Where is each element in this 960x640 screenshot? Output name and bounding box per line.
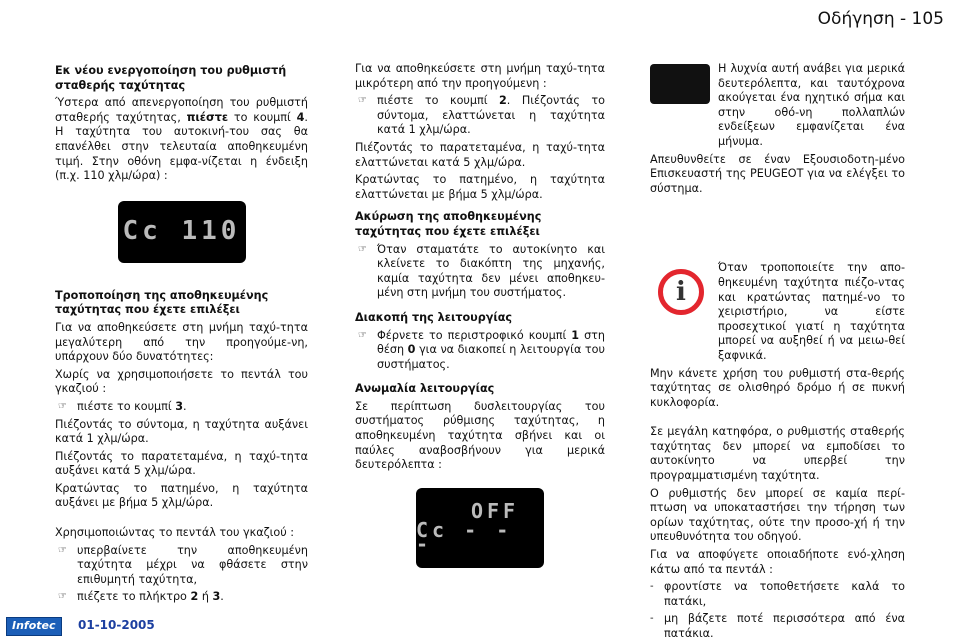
heading-reactivation: Εκ νέου ενεργοποίηση του ρυθμιστή σταθερής ταχύτητας <box>55 64 287 92</box>
paragraph: Μην κάνετε χρήση του ρυθμιστή στα-θερής ταχύτητας σε ολισθηρό δρόμο ή σε πυκνή κυκλοφορία. <box>650 366 905 409</box>
display-off-cc: OFF Cc - - - <box>416 488 544 568</box>
infotec-logo: Infotec <box>6 617 62 636</box>
paragraph: Η λυχνία αυτή ανάβει για μερικά δευτερόλεπτα, και ταυτόχρονα ακούγεται ένα ηχητικό σήμα και στην οθό-νη πολλαπλών ενδείξεων εμφανίζεται ένα μήνυμα. <box>718 62 905 148</box>
paragraph: Πιέζοντάς το παρατεταμένα, η ταχύ-τητα ελαττώνεται κατά 5 χλμ/ώρα. <box>355 140 605 169</box>
heading-cancel-speed: Ακύρωση της αποθηκευμένης ταχύτητας που έχετε επιλέξει <box>355 210 542 238</box>
bullet-item: ☞ πιέστε το κουμπί 3. <box>58 399 187 413</box>
paragraph: Για να αποφύγετε οποιαδήποτε ενό-χληση κάτω από τα πεντάλ : <box>650 548 905 576</box>
info-icon: i <box>658 269 704 315</box>
bullet-item: ☞ πιέζετε το πλήκτρο 2 ή 3. <box>58 590 224 604</box>
heading-modify-speed: Τροποποίηση της αποθηκευμένης ταχύτητας που έχετε επιλέξει <box>55 288 269 317</box>
footer-date: 01-10-2005 <box>78 618 155 632</box>
display-cc-110: Cc 110 <box>118 201 246 263</box>
paragraph: Σε μεγάλη κατηφόρα, ο ρυθμιστής σταθερής ταχύτητας δεν μπορεί να εμποδίσει το αυτοκίνητο να υπερβεί την προγραμματισμένη ταχύτητα. <box>650 425 905 483</box>
pointing-hand-icon: ☞ <box>358 329 367 341</box>
paragraph: Πιέζοντάς το σύντομα, η ταχύτητα αυξάνει κατά 1 χλμ/ώρα. <box>55 417 308 446</box>
bullet-item: ☞ υπερβαίνετε την αποθηκευμένη ταχύτητα μέχρι να φθάσετε στην επιθυμητή ταχύτητα, <box>58 543 308 586</box>
warning-lamp-box <box>650 62 905 153</box>
warning-lamp-icon <box>650 64 710 104</box>
dash-item: - φροντίστε να τοποθετήσετε καλά το πατάκι, <box>650 580 905 608</box>
pointing-hand-icon: ☞ <box>358 243 367 255</box>
paragraph: Χρησιμοποιώντας το πεντάλ του γκαζιού : <box>55 526 295 540</box>
pointing-hand-icon: ☞ <box>58 544 67 556</box>
pointing-hand-icon: ☞ <box>58 400 67 412</box>
bullet-item: ☞ πιέστε το κουμπί 2. Πιέζοντάς το σύντομα, ελαττώνεται η ταχύτητα κατά 1 χλμ/ώρα. <box>358 94 605 137</box>
paragraph: Κρατώντας το πατημένο, η ταχύτητα αυξάνει με βήμα 5 χλμ/ώρα. <box>55 481 308 510</box>
paragraph: Για να αποθηκεύσετε στη μνήμη ταχύ-τητα μεγαλύτερη από την προηγούμε-νη, υπάρχουν δύο δυνατότητες: <box>55 320 308 364</box>
paragraph: Ο ρυθμιστής δεν μπορεί σε καμία περί-πτωση να υποκαταστήσει την τήρηση των ορίων ταχύτητας, ούτε την προσο-χή ή την υπευθυνότητα του οδηγού. <box>650 486 905 544</box>
heading-malfunction: Ανωμαλία λειτουργίας <box>355 382 495 396</box>
paragraph: Όταν τροποποιείτε την απο-θηκευμένη ταχύτητα πιέζο-ντας και κρατώντας πατημέ-νο το χειριστήριο, να είστε προσεχτικοί γιατί η ταχύτητα μπορεί να αυξηθεί ή να μειω-θεί ξαφνικά. <box>718 261 905 362</box>
pointing-hand-icon: ☞ <box>358 95 367 107</box>
paragraph: Απευθυνθείτε σε έναν Εξουσιοδοτη-μένο Επισκευαστή της PEUGEOT για να ελέγξει το σύστημα. <box>650 152 905 195</box>
info-box <box>650 261 905 366</box>
column-2 <box>355 62 605 568</box>
dash-item: - μη βάζετε ποτέ περισσότερα από ένα πατάκια. <box>650 612 905 640</box>
paragraph: Χωρίς να χρησιμοποιήσετε το πεντάλ του γκαζιού : <box>55 367 308 396</box>
paragraph-reactivation: Ύστερα από απενεργοποίηση του ρυθμιστή σταθερής ταχύτητας, πιέστε το κουμπί 4. Η ταχύτητα του αυτοκινή-του σας θα επανέλθει στην τελευταία αποθηκευμένη τιμή. Στην οθόνη εμφα-νίζεται η ένδειξη (π.χ. 110 χλμ/ώρα) : <box>55 96 308 183</box>
column-1 <box>55 62 308 608</box>
bullet-item: ☞ Όταν σταματάτε το αυτοκίνητο και κλείνετε το διακόπτη της μηχανής, καμία ταχύτητα δεν μένει αποθηκευ-μένη στη μνήμη του συστήματος. <box>358 242 605 300</box>
column-3 <box>650 62 905 640</box>
heading-stop-function: Διακοπή της λειτουργίας <box>355 310 513 324</box>
bullet-item: ☞ Φέρνετε το περιστροφικό κουμπί 1 στη θέση 0 για να διακοπεί η λειτουργία του συστήματος. <box>358 328 605 371</box>
pointing-hand-icon: ☞ <box>58 591 67 603</box>
paragraph: Για να αποθηκεύσετε στη μνήμη ταχύ-τητα μικρότερη από την προηγούμενη : <box>355 62 605 90</box>
paragraph: Πιέζοντάς το παρατεταμένα, η ταχύ-τητα αυξάνει κατά 5 χλμ/ώρα. <box>55 449 308 478</box>
paragraph: Κρατώντας το πατημένο, η ταχύτητα ελαττώνεται με βήμα 5 χλμ/ώρα. <box>355 173 605 201</box>
paragraph: Σε περίπτωση δυσλειτουργίας του συστήματος ρύθμισης ταχύτητας, η αποθηκευμένη ταχύτητα σβήνει και οι παύλες αναβοσβήνουν για μερικά δευτερόλεπτα : <box>355 399 605 472</box>
page-title: Οδήγηση - 105 <box>817 9 944 29</box>
